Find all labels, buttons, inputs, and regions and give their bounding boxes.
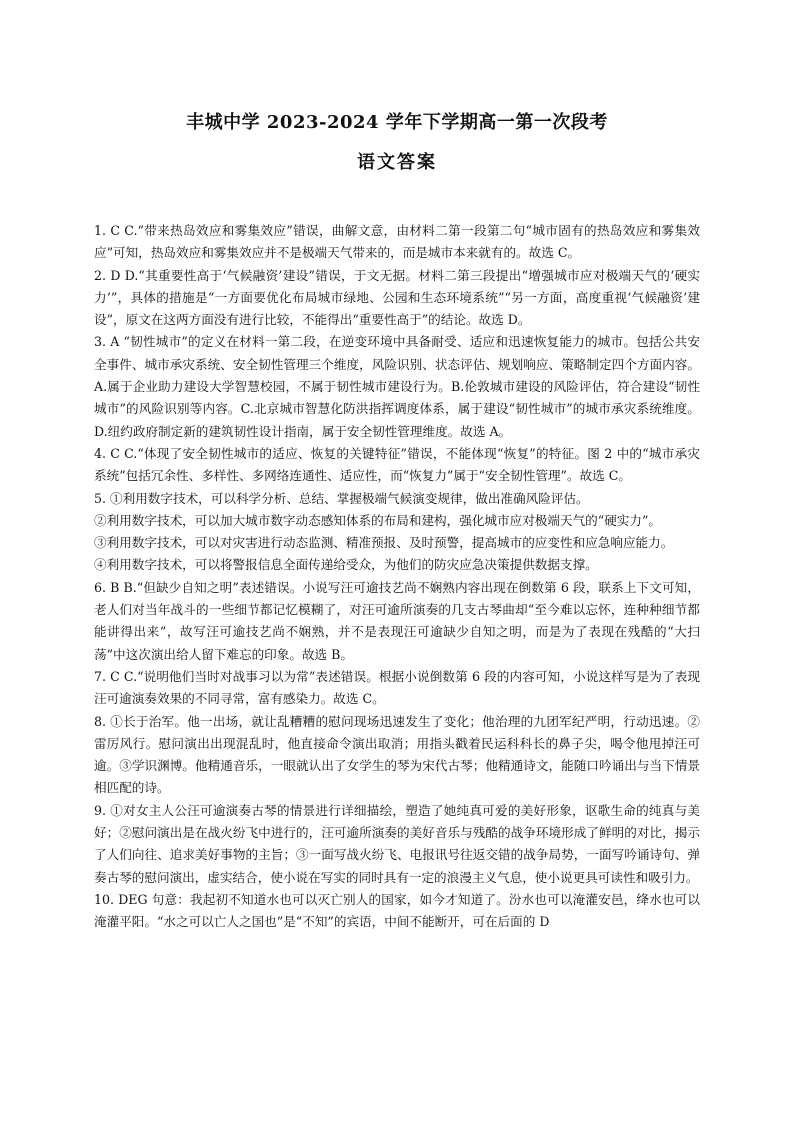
- answer-9: 9. ①对女主人公汪可逾演奏古琴的情景进行详细描绘，塑造了她纯真可爱的美好形象，讴歌生命的纯真与美好；②慰问演出是在战火纷飞中进行的，汪可逾所演奏的美好音乐与残酷的战争环境形成了鲜明的对比，揭示了人们向往、追求美好事物的主旨；③一面写战火纷飞、电报讯号往返交错的战争局势，一面写吟诵诗句、弹奏古琴的慰问演出，虚实结合，使小说在写实的同时具有一定的浪漫主义气息，使小说更具可读性和吸引力。: [94, 802, 700, 885]
- answers-body: [94, 220, 700, 934]
- document-title: 丰城中学 2023-2024 学年下学期高一第一次段考: [186, 112, 608, 133]
- answer-5-point-3: ③利用数字技术，可以对灾害进行动态监测、精准预报、及时预警，提高城市的应变性和应急响应能力。: [94, 535, 674, 551]
- answer-5-point-4: ④利用数字技术，可以将警报信息全面传递给受众，为他们的防灾应急决策提供数据支撑。: [94, 557, 598, 573]
- answer-1: 1. C C.“带来热岛效应和雾集效应”错误，曲解文意，由材料二第一段第二句“城市固有的热岛效应和雾集效应”可知，热岛效应和雾集效应并不是极端天气带来的，而是城市本来就有的。故选 C。: [94, 223, 700, 261]
- answer-7: 7. C C.“说明他们当时对战事习以为常”表述错误。根据小说倒数第 6 段的内容可知，小说这样写是为了表现汪可逾演奏效果的不同寻常，富有感染力。故选 C。: [94, 668, 700, 707]
- answer-5-point-1: 5. ①利用数字技术，可以科学分析、总结、掌握极端气候演变规律，做出准确风险评估。: [94, 490, 589, 506]
- answer-5-point-2: ②利用数字技术，可以加大城市数字动态感知体系的布局和建构，强化城市应对极端天气的“硬实力”。: [94, 512, 662, 528]
- answer-8: 8. ①长于治军。他一出场，就让乱糟糟的慰问现场迅速发生了变化；他治理的九团军纪严明，行动迅速。②雷厉风行。慰问演出出现混乱时，他直接命令演出取消；用指头戳着民运科科长的鼻子尖，喝令他甩掉汪可逾。③学识渊博。他精通音乐，一眼就认出了女学生的琴为宋代古琴；他精通诗文，能随口吟诵出与当下情景相匹配的诗。: [94, 713, 700, 796]
- answer-6: 6. B B.“但缺少自知之明”表述错误。小说写汪可逾技艺尚不娴熟内容出现在倒数第 6 段，联系上下文可知，老人们对当年战斗的一些细节都记忆模糊了，对汪可逾所演奏的几支古琴曲却“至今难以忘怀，连种种细节都能讲得出来”，故写汪可逾技艺尚不娴熟，并不是表现汪可逾缺少自知之明，而是为了表现在残酷的“大扫荡”中这次演出给人留下难忘的印象。故选 B。: [94, 579, 700, 662]
- answer-2: 2. D D.“其重要性高于‘气候融资’建设”错误，于文无据。材料二第三段提出“增强城市应对极端天气的‘硬实力’”，具体的措施是“一方面要优化布局城市绿地、公园和生态环境系统”“另一方面，高度重视‘气候融资’建设”，原文在这两方面没有进行比较，不能得出“重要性高于”的结论。故选 D。: [94, 267, 700, 328]
- answer-3: 3. A “韧性城市”的定义在材料一第二段，在逆变环境中具备耐受、适应和迅速恢复能力的城市。包括公共安全事件、城市承灾系统、安全韧性管理三个维度，风险识别、状态评估、规划响应、策略制定四个方面内容。A.属于企业助力建设大学智慧校园，不属于韧性城市建设行为。B.伦敦城市建设的风险评估，符合建设“韧性城市”的风险识别等内容。C.北京城市智慧化防洪指挥调度体系，属于建设“韧性城市”的城市承灾系统维度。D.纽约政府制定新的建筑韧性设计指南，属于安全韧性管理维度。故选 A。: [94, 334, 700, 439]
- answer-10: 10. DEG 句意：我起初不知道水也可以灭亡别人的国家，如今才知道了。汾水也可以淹灌安邑，绛水也可以淹灌平阳。“水之可以亡人之国也”是“不知”的宾语，中间不能断开，可在后面的 D: [94, 891, 700, 930]
- document-subtitle: 语文答案: [357, 152, 437, 173]
- answer-4: 4. C C.“体现了安全韧性城市的适应、恢复的关键特征”错误，不能体现“恢复”的特征。图 2 中的“城市承灾系统”包括冗余性、多样性、多网络连通性、适应性，而“恢复力”属于“安全韧性管理”。故选 C。: [94, 445, 700, 484]
